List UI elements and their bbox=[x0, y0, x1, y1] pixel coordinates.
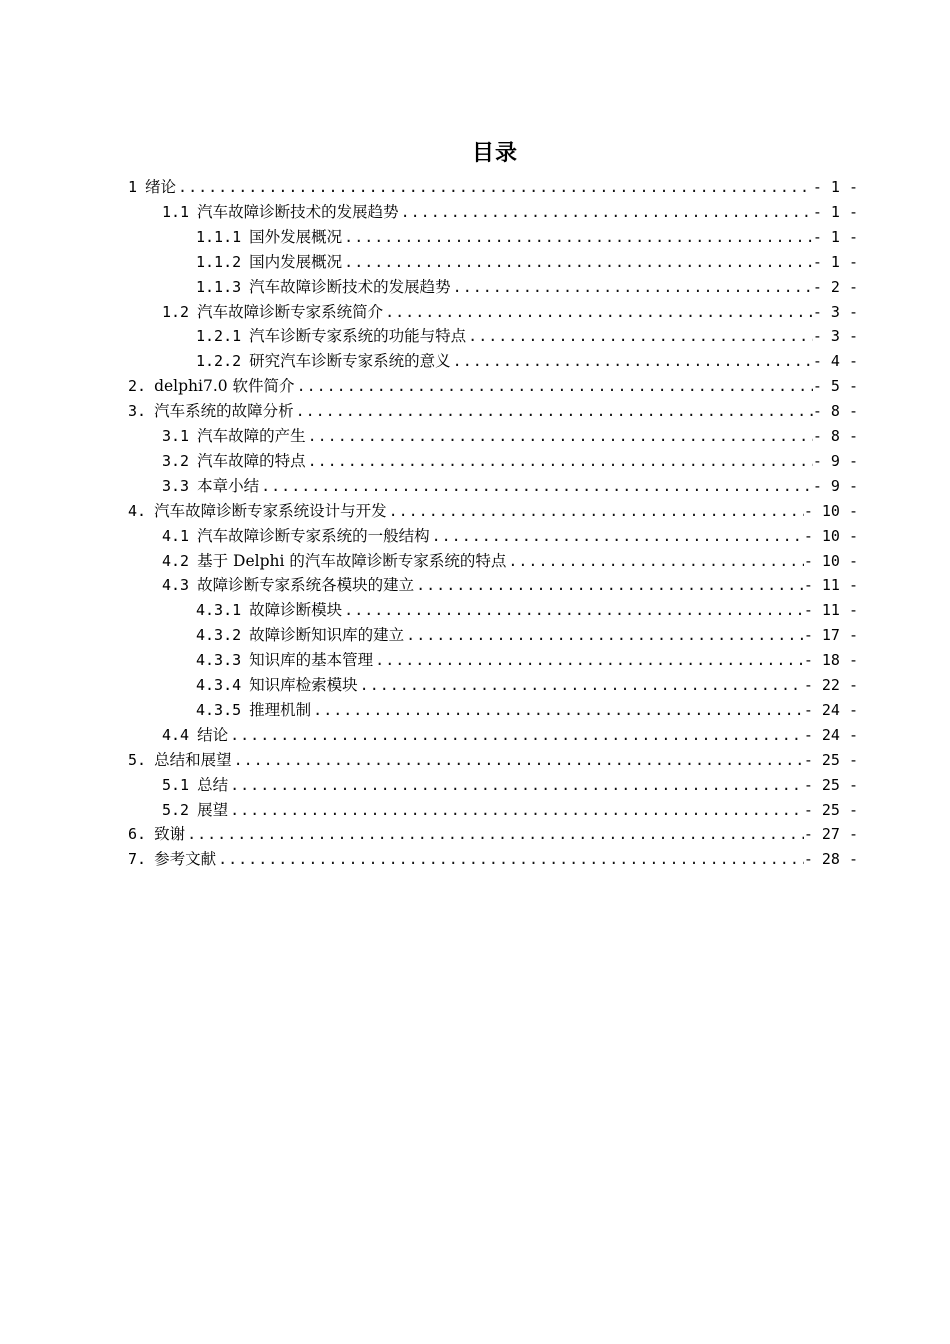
toc-entry[interactable] bbox=[128, 823, 858, 845]
toc-leader-dots bbox=[228, 724, 804, 746]
toc-entry[interactable] bbox=[162, 724, 858, 746]
toc-entry-page: - 18 - bbox=[803, 651, 858, 669]
toc-leader-dots bbox=[430, 525, 804, 547]
toc-entry[interactable] bbox=[128, 848, 858, 870]
toc-entry[interactable] bbox=[162, 301, 858, 323]
toc-entry-title: 故障诊断知识库的建立 bbox=[249, 626, 405, 644]
toc-entry-number: 5. bbox=[128, 751, 147, 769]
toc-leader-dots bbox=[466, 325, 813, 347]
toc-entry-page: - 10 - bbox=[803, 527, 858, 545]
toc-entry-page: - 4 - bbox=[812, 352, 858, 370]
toc-leader-dots bbox=[342, 226, 813, 248]
toc-entry-number: 3.1 bbox=[162, 427, 190, 445]
toc-entry-page: - 1 - bbox=[812, 178, 858, 196]
toc-leader-dots bbox=[306, 450, 813, 472]
toc-entry-number: 6. bbox=[128, 825, 147, 843]
toc-entry-title: 汽车故障的产生 bbox=[197, 427, 306, 445]
toc-entry-page: - 8 - bbox=[812, 402, 858, 420]
toc-entry-title: 知识库检索模块 bbox=[249, 676, 358, 694]
toc-entry-title: 推理机制 bbox=[249, 701, 312, 719]
toc-entry[interactable] bbox=[196, 599, 858, 621]
toc-leader-dots bbox=[228, 799, 804, 821]
toc-entry[interactable] bbox=[128, 375, 858, 397]
toc-entry-title: 汽车诊断专家系统的功能与特点 bbox=[249, 327, 467, 345]
toc-entry-number: 1.1.3 bbox=[196, 278, 242, 296]
toc-entry-number: 3. bbox=[128, 402, 147, 420]
toc-entry-page: - 25 - bbox=[803, 751, 858, 769]
toc-entry-number: 4.3.3 bbox=[196, 651, 242, 669]
toc-entry-number: 4.3.2 bbox=[196, 626, 242, 644]
toc-entry-title: 绪论 bbox=[145, 178, 177, 196]
toc-entry[interactable] bbox=[128, 176, 858, 198]
toc-leader-dots bbox=[383, 301, 813, 323]
toc-leader-dots bbox=[387, 500, 804, 522]
toc-entry-page: - 1 - bbox=[812, 253, 858, 271]
toc-leader-dots bbox=[185, 823, 804, 845]
toc-leader-dots bbox=[451, 350, 813, 372]
toc-entry[interactable] bbox=[196, 624, 858, 646]
toc-entry-number: 4.3 bbox=[162, 576, 190, 594]
toc-entry-title: delphi7.0 软件简介 bbox=[154, 377, 295, 395]
toc-entry[interactable] bbox=[162, 450, 858, 472]
toc-entry-page: - 28 - bbox=[803, 850, 858, 868]
toc-entry[interactable] bbox=[162, 774, 858, 796]
toc-entry-title: 致谢 bbox=[154, 825, 186, 843]
toc-entry[interactable] bbox=[162, 425, 858, 447]
toc-entry-page: - 27 - bbox=[803, 825, 858, 843]
toc-entry-page: - 2 - bbox=[812, 278, 858, 296]
toc-entry-page: - 1 - bbox=[812, 203, 858, 221]
toc-leader-dots bbox=[451, 276, 813, 298]
toc-entry-title: 知识库的基本管理 bbox=[249, 651, 374, 669]
toc-entry[interactable] bbox=[196, 699, 858, 721]
toc-entry-number: 4.3.5 bbox=[196, 701, 242, 719]
toc-entry-title: 展望 bbox=[197, 801, 229, 819]
toc-entry-title: 结论 bbox=[197, 726, 229, 744]
toc-entry-number: 4. bbox=[128, 502, 147, 520]
toc-entry-title: 参考文献 bbox=[154, 850, 217, 868]
toc-entry[interactable] bbox=[196, 350, 858, 372]
toc-entry-number: 7. bbox=[128, 850, 147, 868]
toc-entry-title: 汽车故障诊断技术的发展趋势 bbox=[197, 203, 399, 221]
toc-entry-page: - 25 - bbox=[803, 801, 858, 819]
toc-entry-title: 总结和展望 bbox=[154, 751, 232, 769]
toc-entry-page: - 3 - bbox=[812, 327, 858, 345]
toc-entry-number: 1.2.1 bbox=[196, 327, 242, 345]
toc-entry-number: 4.4 bbox=[162, 726, 190, 744]
toc-entry-title: 故障诊断专家系统各模块的建立 bbox=[197, 576, 415, 594]
toc-entry-title: 汽车故障诊断专家系统设计与开发 bbox=[154, 502, 387, 520]
toc-entry[interactable] bbox=[162, 574, 858, 596]
toc-entry-page: - 1 - bbox=[812, 228, 858, 246]
toc-entry-title: 汽车系统的故障分析 bbox=[154, 402, 294, 420]
toc-entry-number: 1.1.2 bbox=[196, 253, 242, 271]
toc-entry-title: 国外发展概况 bbox=[249, 228, 343, 246]
toc-entry[interactable] bbox=[162, 201, 858, 223]
toc-entry-title: 汽车故障诊断专家系统的一般结构 bbox=[197, 527, 430, 545]
toc-entry-number: 5.1 bbox=[162, 776, 190, 794]
toc-entry-number: 2. bbox=[128, 377, 147, 395]
toc-entry-page: - 11 - bbox=[803, 601, 858, 619]
toc-leader-dots bbox=[404, 624, 804, 646]
toc-entry-page: - 11 - bbox=[803, 576, 858, 594]
toc-entry[interactable] bbox=[162, 799, 858, 821]
toc-entry[interactable] bbox=[196, 251, 858, 273]
toc-leader-dots bbox=[358, 674, 804, 696]
toc-entry-page: - 17 - bbox=[803, 626, 858, 644]
toc-entry-title: 总结 bbox=[197, 776, 229, 794]
toc-entry-number: 1.1 bbox=[162, 203, 190, 221]
toc-entry-number: 3.3 bbox=[162, 477, 190, 495]
toc-leader-dots bbox=[506, 550, 803, 572]
toc-leader-dots bbox=[342, 251, 813, 273]
toc-entry-page: - 22 - bbox=[803, 676, 858, 694]
toc-entry-page: - 9 - bbox=[812, 452, 858, 470]
toc-entry-number: 4.3.4 bbox=[196, 676, 242, 694]
toc-entry[interactable] bbox=[162, 525, 858, 547]
toc-entry-number: 1.2 bbox=[162, 303, 190, 321]
toc-leader-dots bbox=[306, 425, 813, 447]
toc-leader-dots bbox=[414, 574, 804, 596]
toc-entry[interactable] bbox=[196, 226, 858, 248]
toc-entry-number: 4.1 bbox=[162, 527, 190, 545]
toc-leader-dots bbox=[373, 649, 804, 671]
toc-entry-title: 故障诊断模块 bbox=[249, 601, 343, 619]
toc-entry-title: 国内发展概况 bbox=[249, 253, 343, 271]
toc-entry[interactable] bbox=[128, 749, 858, 771]
toc-entry-title: 汽车故障诊断技术的发展趋势 bbox=[249, 278, 451, 296]
toc-entry-title: 基于 Delphi 的汽车故障诊断专家系统的特点 bbox=[197, 552, 507, 570]
toc-entry[interactable] bbox=[128, 400, 858, 422]
toc-entry-page: - 25 - bbox=[803, 776, 858, 794]
toc-entry-number: 4.2 bbox=[162, 552, 190, 570]
toc-entry-page: - 3 - bbox=[812, 303, 858, 321]
toc-entry-number: 3.2 bbox=[162, 452, 190, 470]
toc-leader-dots bbox=[232, 749, 804, 771]
toc-entry-page: - 9 - bbox=[812, 477, 858, 495]
toc-leader-dots bbox=[216, 848, 804, 870]
toc-entry-title: 汽车故障的特点 bbox=[197, 452, 306, 470]
toc-leader-dots bbox=[294, 400, 813, 422]
toc-entry[interactable] bbox=[162, 550, 858, 572]
toc-entry[interactable] bbox=[196, 325, 858, 347]
toc-entry[interactable] bbox=[196, 649, 858, 671]
toc-entry-page: - 24 - bbox=[803, 726, 858, 744]
toc-leader-dots bbox=[342, 599, 804, 621]
toc-leader-dots bbox=[295, 375, 813, 397]
toc-entry-number: 5.2 bbox=[162, 801, 190, 819]
toc-entry[interactable] bbox=[196, 674, 858, 696]
toc-entry[interactable] bbox=[162, 475, 858, 497]
toc-entry-title: 研究汽车诊断专家系统的意义 bbox=[249, 352, 451, 370]
toc-entry-page: - 10 - bbox=[803, 502, 858, 520]
toc-entry-title: 汽车故障诊断专家系统简介 bbox=[197, 303, 384, 321]
toc-entry-number: 1.2.2 bbox=[196, 352, 242, 370]
toc-entry-number: 1.1.1 bbox=[196, 228, 242, 246]
toc-entry-page: - 5 - bbox=[812, 377, 858, 395]
toc-leader-dots bbox=[176, 176, 813, 198]
toc-entry-number: 4.3.1 bbox=[196, 601, 242, 619]
toc-leader-dots bbox=[399, 201, 813, 223]
page-title: 目录 bbox=[471, 141, 518, 166]
toc-leader-dots bbox=[228, 774, 804, 796]
toc-entry-page: - 24 - bbox=[803, 701, 858, 719]
toc-entry-title: 本章小结 bbox=[197, 477, 260, 495]
toc-entry-page: - 8 - bbox=[812, 427, 858, 445]
toc-leader-dots bbox=[259, 475, 813, 497]
toc-entry[interactable] bbox=[128, 500, 858, 522]
toc-leader-dots bbox=[311, 699, 804, 721]
toc-entry-page: - 10 - bbox=[803, 552, 858, 570]
toc-entry[interactable] bbox=[196, 276, 858, 298]
toc-entry-number: 1 bbox=[128, 178, 138, 196]
